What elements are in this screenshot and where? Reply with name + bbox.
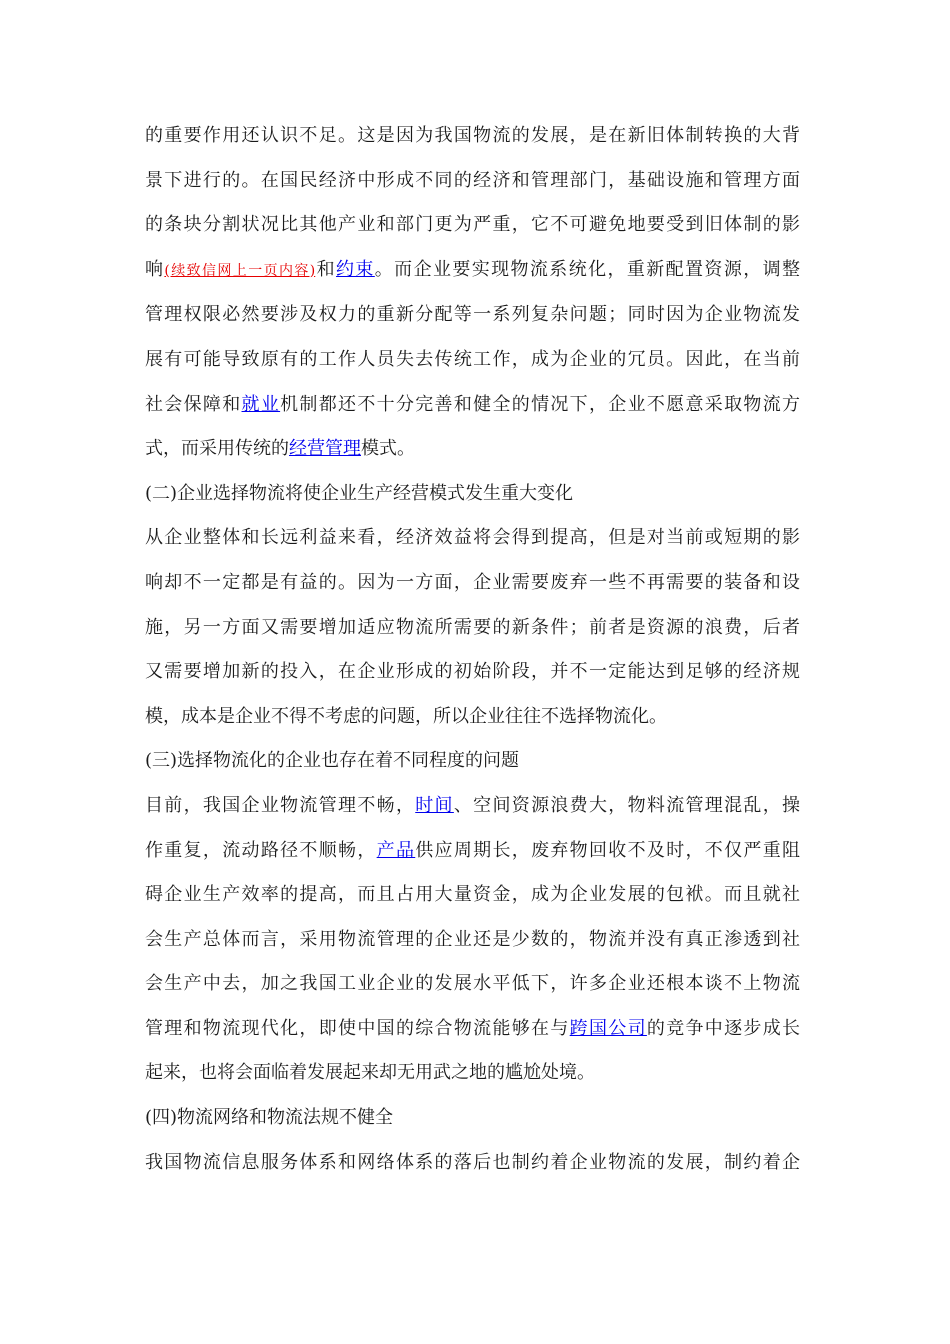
text-fragment: 模式。 (361, 438, 415, 460)
employment-link[interactable]: 就业 (241, 393, 281, 415)
text-fragment: 目前，我国企业物流管理不畅， (145, 794, 416, 816)
text-line: 的条块分割状况比其他产业和部门更为严重，它不可避免地要受到旧体制的影 (145, 214, 800, 236)
multinational-company-link[interactable]: 跨国公司 (569, 1017, 647, 1039)
text-line: 碍企业生产效率的提高，而且占用大量资金，成为企业发展的包袱。而且就社 (145, 884, 800, 906)
section-heading-3: (三)选择物流化的企业也存在着不同程度的问题 (145, 750, 520, 772)
text-line (145, 427, 800, 472)
text-fragment: 的竞争中逐步成长 (646, 1017, 801, 1039)
text-fragment: 、空间资源浪费大，物料流管理混乱，操 (453, 794, 801, 816)
text-line (145, 784, 800, 829)
text-fragment: 。而企业要实现物流系统化，重新配置资源，调整 (374, 258, 800, 280)
text-fragment: 和 (315, 258, 337, 280)
text-line: 响却不一定都是有益的。因为一方面，企业需要废弃一些不再需要的装备和设 (145, 571, 800, 593)
paragraph-1 (145, 114, 800, 472)
text-line: 施，另一方面又需要增加适应物流所需要的新条件；前者是资源的浪费，后者 (145, 616, 800, 638)
text-fragment: 式，而采用传统的 (145, 438, 289, 460)
text-line: 展有可能导致原有的工作人员失去传统工作，成为企业的冗员。因此，在当前 (145, 348, 800, 370)
text-line: 模，成本是企业不得不考虑的问题，所以企业往往不选择物流化。 (145, 705, 667, 727)
product-link[interactable]: 产品 (376, 839, 416, 861)
text-line (145, 829, 800, 874)
text-line: 起来，也将会面临着发展起来却无用武之地的尴尬处境。 (145, 1062, 595, 1084)
text-line: 会生产总体而言，采用物流管理的企业还是少数的，物流并没有真正渗透到社 (145, 928, 800, 950)
text-line: 会生产中去，加之我国工业企业的发展水平低下，许多企业还根本谈不上物流 (145, 973, 800, 995)
continued-content-link[interactable]: (续致信网上一页内容) (164, 262, 316, 279)
text-line: 从企业整体和长远利益来看，经济效益将会得到提高，但是对当前或短期的影 (145, 527, 800, 549)
paragraph-4 (145, 1141, 800, 1186)
paragraph-2 (145, 516, 800, 739)
text-line: 景下进行的。在国民经济中形成不同的经济和管理部门，基础设施和管理方面 (145, 169, 800, 191)
text-line: 又需要增加新的投入，在企业形成的初始阶段，并不一定能达到足够的经济规 (145, 661, 800, 683)
section-heading-2: (二)企业选择物流将使企业生产经营模式发生重大变化 (145, 482, 574, 504)
text-line: 我国物流信息服务体系和网络体系的落后也制约着企业物流的发展，制约着企 (145, 1151, 800, 1173)
document-body (145, 114, 800, 1185)
section-heading-4: (四)物流网络和物流法规不健全 (145, 1107, 394, 1129)
text-line: 的重要作用还认识不足。这是因为我国物流的发展，是在新旧体制转换的大背 (145, 125, 800, 146)
paragraph-3 (145, 784, 800, 1096)
text-line (145, 383, 800, 428)
constraint-link[interactable]: 约束 (336, 258, 375, 280)
text-fragment: 作重复，流动路径不顺畅， (145, 839, 377, 861)
text-fragment: 响 (145, 258, 165, 280)
text-fragment: 机制都还不十分完善和健全的情况下，企业不愿意采取物流方 (280, 393, 801, 415)
text-fragment: 供应周期长，废弃物回收不及时，不仅严重阻 (415, 839, 801, 861)
text-line: 管理权限必然要涉及权力的重新分配等一系列复杂问题；同时因为企业物流发 (145, 304, 800, 326)
text-fragment: 社会保障和 (145, 393, 242, 415)
business-management-link[interactable]: 经营管理 (289, 438, 361, 460)
text-line (145, 248, 800, 294)
time-link[interactable]: 时间 (415, 794, 454, 816)
text-line (145, 1007, 800, 1052)
text-fragment: 管理和物流现代化，即使中国的综合物流能够在与 (145, 1017, 570, 1039)
